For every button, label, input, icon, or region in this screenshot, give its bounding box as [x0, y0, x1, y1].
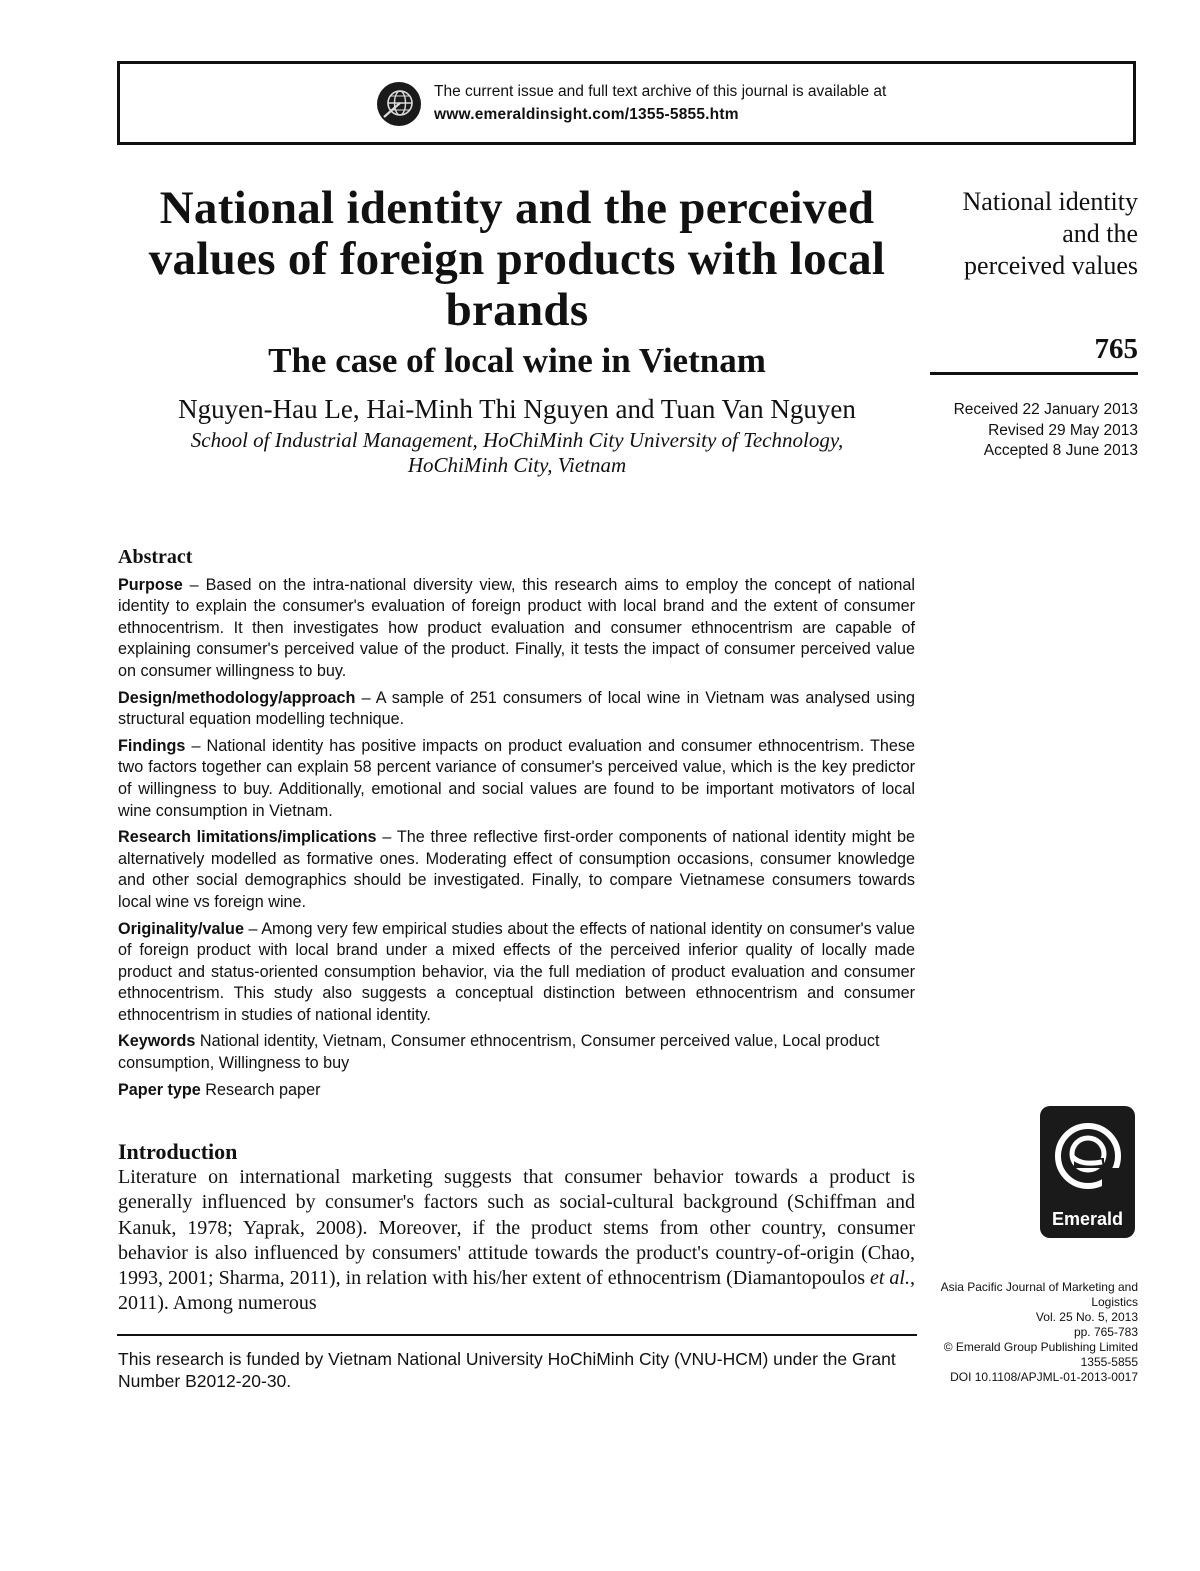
logo-label: Emerald [1051, 1209, 1124, 1229]
journal-pages: pp. 765-783 [1073, 1325, 1138, 1339]
papertype-label: Paper type [118, 1080, 201, 1099]
journal-info [908, 1280, 1138, 1385]
side-divider [930, 372, 1138, 375]
abstract-design [118, 688, 915, 731]
journal-name: Asia Pacific Journal of Marketing and Logistics [940, 1280, 1138, 1309]
title-block [117, 183, 917, 478]
originality-label: Originality/value [118, 919, 244, 938]
journal-issn: 1355-5855 [1080, 1355, 1138, 1369]
design-text: – A sample of 251 consumers of local wine in Vietnam was analysed using structural equation modelling technique. [118, 688, 915, 729]
keywords-text: National identity, Vietnam, Consumer ethnocentrism, Consumer perceived value, Local product consumption, Willingness to buy [118, 1032, 880, 1073]
introduction [118, 1139, 915, 1317]
article-subtitle: The case of local wine in Vietnam [268, 341, 766, 380]
findings-text: – National identity has positive impacts on product evaluation and consumer ethnocentrism. These two factors together can explain 58 percent variance of consumer's perceived value, which is the key predictor of willingness to buy. Additionally, emotional and social values are found to be important motivators of local wine consumption in Vietnam. [118, 736, 915, 820]
abstract-keywords [118, 1031, 915, 1074]
running-head [898, 186, 1138, 282]
emerald-logo-icon [1040, 1106, 1135, 1211]
intro-etal: et al. [869, 1267, 910, 1290]
article-title: National identity and the perceived values of foreign products with local brands [148, 182, 886, 336]
globe-icon [376, 81, 422, 127]
received-date: Received 22 January 2013 [953, 401, 1138, 418]
journal-publisher: © Emerald Group Publishing Limited [943, 1340, 1138, 1354]
running-head-line-2: and the [1062, 219, 1138, 248]
design-label: Design/methodology/approach [118, 688, 356, 707]
page-number: 765 [1094, 333, 1138, 365]
limitations-label: Research limitations/implications [118, 828, 377, 847]
keywords-label: Keywords [118, 1032, 196, 1051]
purpose-label: Purpose [118, 575, 183, 594]
affiliation-line-2: HoChiMinh City, Vietnam [407, 453, 627, 477]
footnote-divider [117, 1334, 917, 1336]
abstract-heading: Abstract [118, 546, 193, 568]
abstract [118, 547, 915, 1106]
affiliation-line-1: School of Industrial Management, HoChiMinh City University of Technology, [190, 428, 844, 452]
abstract-limitations [118, 827, 915, 913]
findings-label: Findings [118, 736, 186, 755]
running-head-line-1: National identity [962, 187, 1138, 216]
introduction-heading: Introduction [118, 1139, 238, 1164]
submission-dates [954, 400, 1138, 462]
purpose-text: – Based on the intra-national diversity view, this research aims to employ the concept of national identity to explain the consumer's evaluation of foreign product with local brand and the extent of consumer ethnocentrism. It then investigates how product evaluation and consumer ethnocentrism are capable of explaining consumer's perceived value of the product. Finally, it tests the impact of consumer perceived value on consumer willingness to buy. [118, 575, 915, 680]
originality-text: – Among very few empirical studies about the effects of national identity on consumer's value of foreign product with local brand under a mixed effects of the perceived inferior quality of locally made product and status-oriented consumption behavior, via the full mediation of product evaluation and consumer ethnocentrism. This study also suggests a conceptual distinction between ethnocentrism and consumer ethnocentrism in studies of national identity. [118, 919, 915, 1024]
journal-volume: Vol. 25 No. 5, 2013 [1035, 1310, 1138, 1324]
abstract-originality [118, 919, 915, 1027]
funding-footnote: This research is funded by Vietnam National University HoChiMinh City (VNU-HCM) under the Grant Number B2012-20-30. [118, 1349, 896, 1391]
intro-text-1: Literature on international marketing suggests that consumer behavior towards a product is generally influenced by consumer's factors such as social-cultural background (Schiffman and Kanuk, 1978; Yaprak, 2008). Moreover, if the product stems from other country, consumer behavior is also influenced by consumers' attitude towards the product's country-of-origin (Chao, 1993, 2001; Sharma, 2011), in relation with his/her extent of ethnocentrism (Diamantopoulos [118, 1166, 915, 1290]
emerald-logo [1040, 1106, 1135, 1238]
intro-text-2: , 2011). Among numerous [118, 1267, 915, 1315]
accepted-date: Accepted 8 June 2013 [983, 442, 1138, 459]
banner-line-1: The current issue and full text archive of this journal is available at [434, 83, 887, 100]
papertype-text: Research paper [200, 1080, 321, 1099]
revised-date: Revised 29 May 2013 [988, 421, 1138, 439]
abstract-paper-type [118, 1080, 915, 1102]
abstract-purpose [118, 575, 915, 683]
journal-availability-banner [117, 61, 1136, 145]
limitations-text: – The three reflective first-order components of national identity might be alternatively modelled as formative ones. Moderating effect of consumption occasions, consumer knowledge and other social demographics should be investigated. Finally, to compare Vietnamese consumers towards local wine vs foreign wine. [118, 828, 915, 911]
introduction-paragraph [118, 1165, 915, 1317]
author-affiliation [117, 428, 917, 478]
article-authors: Nguyen-Hau Le, Hai-Minh Thi Nguyen and Tuan Van Nguyen [178, 394, 856, 424]
journal-doi: DOI 10.1108/APJML-01-2013-0017 [950, 1370, 1138, 1384]
banner-text [434, 80, 886, 126]
abstract-findings [118, 736, 915, 822]
journal-url-link[interactable]: www.emeraldinsight.com/1355-5855.htm [434, 106, 739, 123]
running-head-line-3: perceived values [964, 251, 1138, 280]
